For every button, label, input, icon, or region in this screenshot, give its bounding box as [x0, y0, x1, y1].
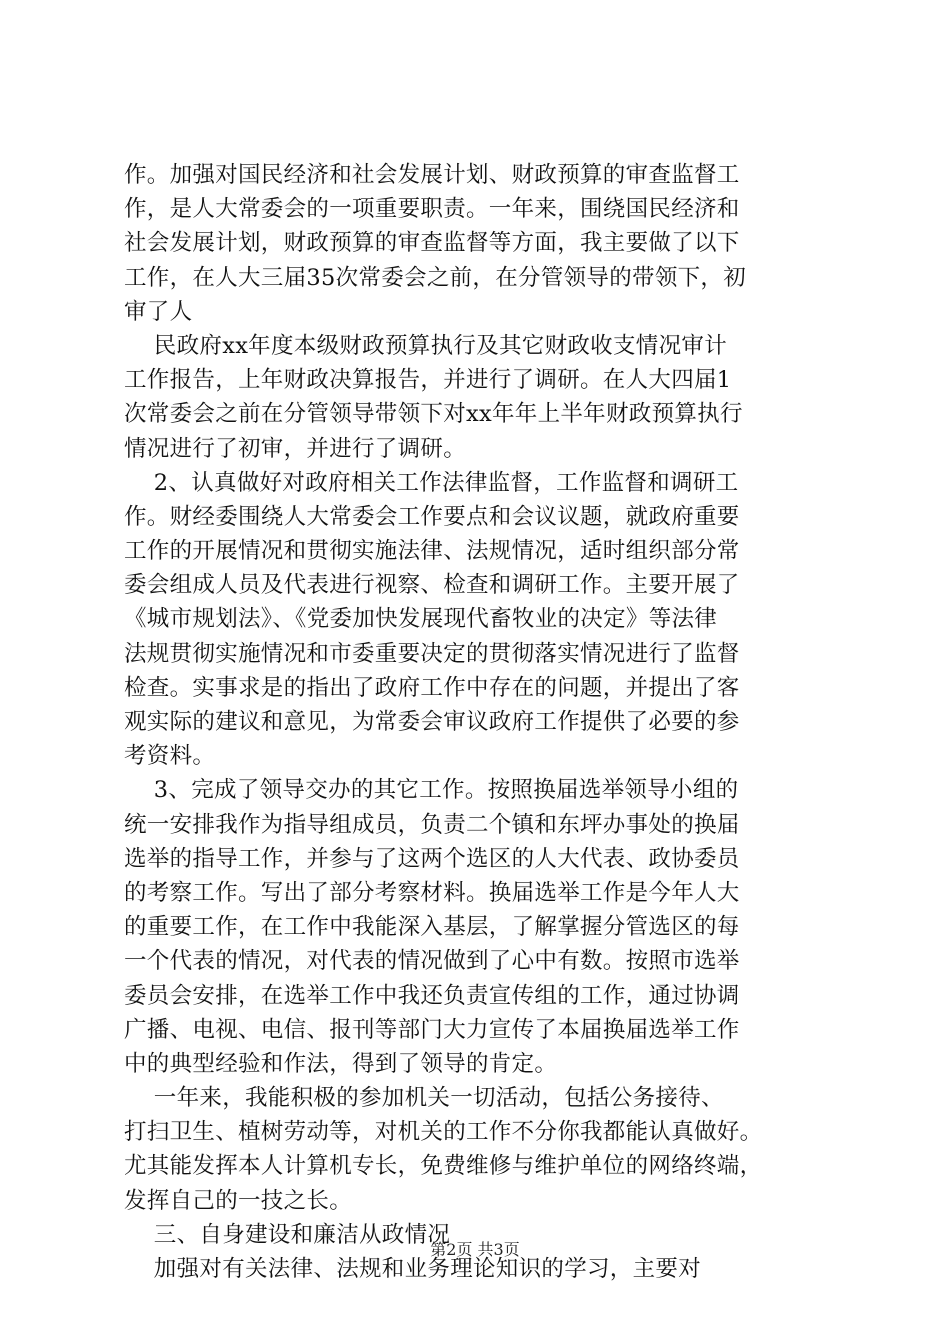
text-line: 工作，在人大三届35次常委会之前，在分管领导的带领下，初: [124, 264, 747, 291]
text-line: 委员会安排，在选举工作中我还负责宣传组的工作，通过协调: [124, 982, 740, 1009]
text-line: 观实际的建议和意见，为常委会审议政府工作提供了必要的参: [124, 709, 740, 735]
text-line: 的重要工作，在工作中我能深入基层，了解掌握分管选区的每: [124, 914, 740, 941]
text-line: 广播、电视、电信、报刊等部门大力宣传了本届换届选举工作: [124, 1016, 740, 1043]
text-line: 统一安排我作为指导组成员，负责二个镇和东坪办事处的换届: [124, 811, 740, 838]
text-line: 次常委会之前在分管领导带领下对xx年年上半年财政预算执行: [124, 401, 743, 428]
text-line: 选举的指导工作，并参与了这两个选区的人大代表、政协委员: [124, 845, 740, 872]
text-line: 工作的开展情况和贯彻实施法律、法规情况，适时组织部分常: [124, 538, 740, 565]
text-line: 3、完成了领导交办的其它工作。按照换届选举领导小组的: [124, 777, 739, 804]
text-line: 检查。实事求是的指出了政府工作中存在的问题，并提出了客: [124, 674, 740, 701]
text-line: 情况进行了初审，并进行了调研。: [124, 435, 467, 462]
text-line: 打扫卫生、植树劳动等，对机关的工作不分你我都能认真做好。: [124, 1119, 763, 1146]
text-line: 作，是人大常委会的一项重要职责。一年来，围绕国民经济和: [124, 196, 740, 223]
text-line: 中的典型经验和作法，得到了领导的肯定。: [124, 1050, 558, 1077]
text-line: 三、自身建设和廉洁从政情况: [124, 1221, 451, 1248]
text-line: 民政府xx年度本级财政预算执行及其它财政收支情况审计: [124, 332, 727, 359]
text-line: 社会发展计划，财政预算的审查监督等方面，我主要做了以下: [124, 230, 740, 257]
page-number-footer: 第2页 共3页: [430, 1240, 520, 1259]
document-body: [124, 158, 844, 1286]
text-line: 作。加强对国民经济和社会发展计划、财政预算的审查监督工: [124, 162, 740, 188]
text-line: 加强对有关法律、法规和业务理论知识的学习，主要对: [124, 1256, 702, 1282]
text-line: 的考察工作。写出了部分考察材料。换届选举工作是今年人大: [124, 879, 740, 906]
text-line: 发挥自己的一技之长。: [124, 1187, 353, 1214]
text-line: 委会组成人员及代表进行视察、检查和调研工作。主要开展了: [124, 572, 740, 599]
text-line: 2、认真做好对政府相关工作法律监督，工作监督和调研工: [124, 469, 739, 496]
text-line: 作。财经委围绕人大常委会工作要点和会议议题，就政府重要: [124, 503, 740, 530]
text-line: 法规贯彻实施情况和市委重要决定的贯彻落实情况进行了监督: [124, 640, 740, 667]
text-line: 《城市规划法》、《党委加快发展现代畜牧业的决定》等法律: [124, 606, 718, 633]
text-line: 一年来，我能积极的参加机关一切活动，包括公务接待、: [124, 1085, 724, 1112]
text-line: 一个代表的情况，对代表的情况做到了心中有数。按照市选举: [124, 948, 740, 975]
text-line: 审了人: [124, 298, 193, 325]
text-line: 尤其能发挥本人计算机专长，免费维修与维护单位的网络终端，: [124, 1153, 763, 1180]
text-line: 考资料。: [124, 743, 216, 770]
text-line: 工作报告，上年财政决算报告，并进行了调研。在人大四届1: [124, 367, 732, 394]
